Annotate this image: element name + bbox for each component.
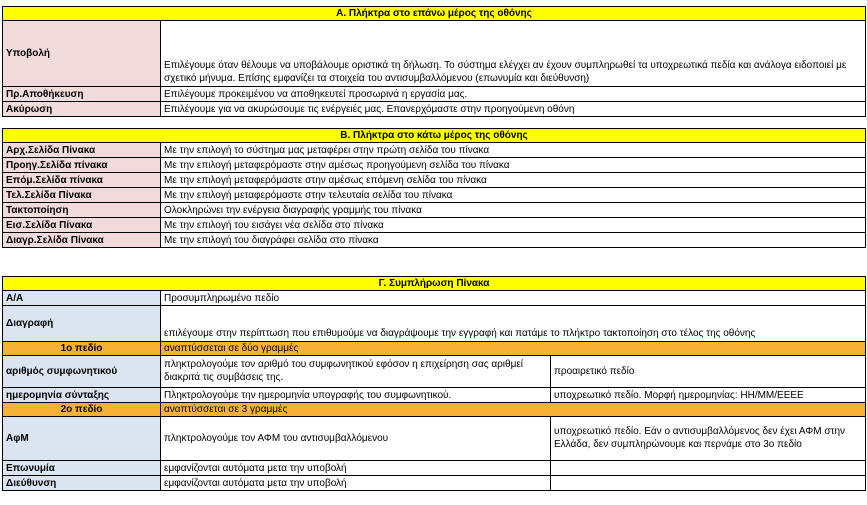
row-desc-company-name: εμφανίζονται αυτόματα μετα την υποβολή (161, 461, 551, 476)
row-label-delete-page: Διαγρ.Σελίδα Πίνακα (3, 233, 161, 248)
row-label-insert-page: Εισ.Σελίδα Πίνακα (3, 218, 161, 233)
section-b-table (2, 128, 866, 248)
row-label-delete: Διαγραφή (3, 306, 161, 342)
row-desc-first-page: Με την επιλογή το σύστημα μας μεταφέρει στην πρώτη σελίδα του πίνακα (161, 143, 866, 158)
row-note-afm: υποχρεωτικό πεδίο. Εάν ο αντισυμβαλλόμενος δεν έχει ΑΦΜ στην Ελλάδα, δεν συμπληρώνουμε και περνάμε στο 3ο πεδίο (551, 417, 866, 461)
row-label-last-page: Τελ.Σελίδα Πίνακα (3, 188, 161, 203)
row-desc-contract-date: Πληκτρολογούμε την ημερομηνία υπογραφής του συμφωνητικού. (161, 388, 551, 403)
section-c-title: Γ. Συμπλήρωση Πίνακα (3, 277, 866, 291)
row-label-submit: Υποβολή (3, 21, 161, 87)
row-label-contract-date: ημερομηνία σύνταξης (3, 388, 161, 403)
row-desc-cancel: Επιλέγουμε για να ακυρώσουμε τις ενέργειές μας. Επανερχόμαστε στην προηγούμενη οθόνη (161, 102, 866, 117)
section-b-title: Β. Πλήκτρα στο κάτω μέρος της οθόνης (3, 129, 866, 143)
row-desc-afm: πληκτρολογούμε τον ΑΦΜ του αντισυμβαλλόμενου (161, 417, 551, 461)
row-desc-last-page: Με την επιλογή μεταφερόμαστε στην τελευταία σελίδα του πίνακα (161, 188, 866, 203)
section-a-title: Α. Πλήκτρα στο επάνω μέρος της οθόνης (3, 7, 866, 21)
row-label-prev-page: Προηγ.Σελίδα πίνακα (3, 158, 161, 173)
row-desc-arrange: Ολοκληρώνει την ενέργεια διαγραφής γραμμής του πίνακα (161, 203, 866, 218)
row-note-address (551, 476, 866, 491)
row-label-contract-number: αριθμός συμφωνητικού (3, 356, 161, 388)
row-label-first-page: Αρχ.Σελίδα Πίνακα (3, 143, 161, 158)
row-label-aa: Α/Α (3, 291, 161, 306)
row-desc-delete: επιλέγουμε στην περίπτωση που επιθυμούμε να διαγράψουμε την εγγραφή και πατάμε το πλήκτρο τακτοποίηση στο τέλος της οθόνης (161, 306, 866, 342)
row-label-address: Διεύθυνση (3, 476, 161, 491)
row-desc-insert-page: Με την επιλογή του εισάγει νέα σελίδα στο πίνακα (161, 218, 866, 233)
field-1-desc: αναπτύσσεται σε δύο γραμμές (161, 342, 866, 356)
row-desc-next-page: Με την επιλογή μεταφερόμαστε στην αμέσως επόμενη σελίδα του πίνακα (161, 173, 866, 188)
field-2-desc: αναπτύσσεται σε 3 γραμμές (161, 403, 866, 417)
section-a-table (2, 6, 866, 117)
field-2-label: 2ο πεδίο (3, 403, 161, 417)
row-desc-submit: Επιλέγουμε όταν θέλουμε να υποβάλουμε οριστικά τη δήλωση. Το σύστημα ελέγχει αν έχουν συμπληρωθεί τα υποχρεωτικά πεδία και ανάλογα ειδοποιεί με σχετικό μήνυμα. Επίσης εμφανίζει τα στοιχεία του αντισυμβαλλόμενου (επωνυμία και διεύθυνση) (161, 21, 866, 87)
row-label-next-page: Επόμ.Σελίδα πίνακα (3, 173, 161, 188)
row-note-company-name (551, 461, 866, 476)
row-desc-temp-save: Επιλέγουμε προκειμένου να αποθηκευτεί προσωρινά η εργασία μας. (161, 87, 866, 102)
section-c-table (2, 276, 866, 491)
row-note-contract-date: υποχρεωτικό πεδίο. Μορφή ημερομηνίας: ΗΗ/ΜΜ/ΕΕΕΕ (551, 388, 866, 403)
row-note-contract-number: προαιρετικό πεδίο (551, 356, 866, 388)
row-desc-aa: Προσυμπληρωμένο πεδίο (161, 291, 866, 306)
field-1-label: 1ο πεδίο (3, 342, 161, 356)
row-desc-delete-page: Με την επιλογή του διαγράφει σελίδα στο πίνακα (161, 233, 866, 248)
row-desc-prev-page: Με την επιλογή μεταφερόμαστε στην αμέσως προηγούμενη σελίδα του πίνακα (161, 158, 866, 173)
row-desc-contract-number: πληκτρολογούμε τον αριθμό του συμφωνητικού εφόσον η επιχείρηση σας αριθμεί διακριτά τις συμβάσεις της. (161, 356, 551, 388)
row-label-cancel: Ακύρωση (3, 102, 161, 117)
row-label-temp-save: Πρ.Αποθήκευση (3, 87, 161, 102)
row-label-afm: ΑφΜ (3, 417, 161, 461)
row-label-company-name: Επωνυμία (3, 461, 161, 476)
row-label-arrange: Τακτοποίηση (3, 203, 161, 218)
row-desc-address: εμφανίζονται αυτόματα μετα την υποβολή (161, 476, 551, 491)
